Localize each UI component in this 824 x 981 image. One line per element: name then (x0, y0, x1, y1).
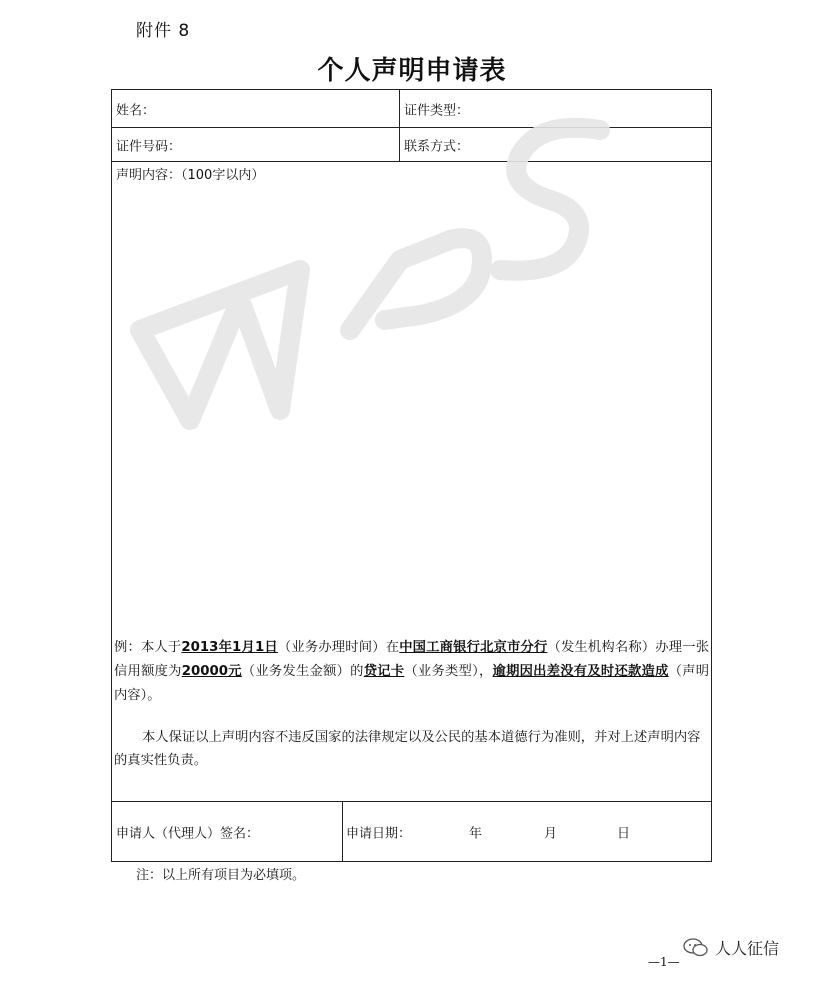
content-field-label: 声明内容：（100字以内） (116, 168, 265, 183)
form-row-id (112, 128, 711, 162)
cell-divider (399, 128, 400, 161)
example-text-part: （业务办理时间）在 (277, 640, 400, 655)
declaration-content-area (112, 162, 711, 802)
brand-name: 人人征信 (715, 939, 780, 958)
attachment-label: 附件 8 (136, 21, 191, 41)
id-type-field-label: 证件类型： (404, 103, 470, 118)
cell-divider (399, 90, 400, 127)
date-year-label: 年 (469, 826, 483, 841)
example-date: 2013年1月1日 (181, 640, 278, 655)
pledge-statement: 本人保证以上声明内容不违反国家的法律规定以及公民的基本道德行为准则，并对上述声明内容的真实性负责。 (114, 730, 701, 768)
page-number: —1— (648, 955, 680, 969)
example-text (114, 636, 709, 708)
example-business-type: 贷记卡 (363, 664, 405, 679)
page-title: 个人声明申请表 (317, 56, 507, 86)
example-text-part: （声明内容）。 (114, 664, 710, 703)
example-reason: 逾期因出差没有及时还款造成 (492, 664, 669, 679)
footer-brand (683, 936, 779, 959)
date-field-label: 申请日期： (346, 826, 412, 841)
signature-field-label: 申请人（代理人）签名： (116, 826, 260, 841)
required-note: 注：以上所有项目为必填项。 (136, 868, 306, 883)
contact-field-label: 联系方式： (404, 139, 470, 154)
date-day-label: 日 (617, 826, 631, 841)
wechat-icon (683, 938, 709, 958)
form-row-signature (112, 802, 711, 861)
form-row-name (112, 90, 711, 128)
example-text-part: （业务类型）， (404, 664, 493, 679)
example-text-part: （发生机构名称）办理一张信用额度为 (114, 640, 710, 679)
name-field-label: 姓名： (116, 103, 156, 118)
example-text-part: （业务发生金额）的 (241, 664, 364, 679)
example-amount: 20000元 (181, 664, 242, 679)
cell-divider (342, 802, 343, 861)
id-number-field-label: 证件号码： (116, 139, 182, 154)
example-text-part: 例：本人于 (114, 640, 182, 655)
example-organization: 中国工商银行北京市分行 (399, 640, 548, 655)
date-month-label: 月 (544, 826, 558, 841)
declaration-form (111, 89, 712, 862)
